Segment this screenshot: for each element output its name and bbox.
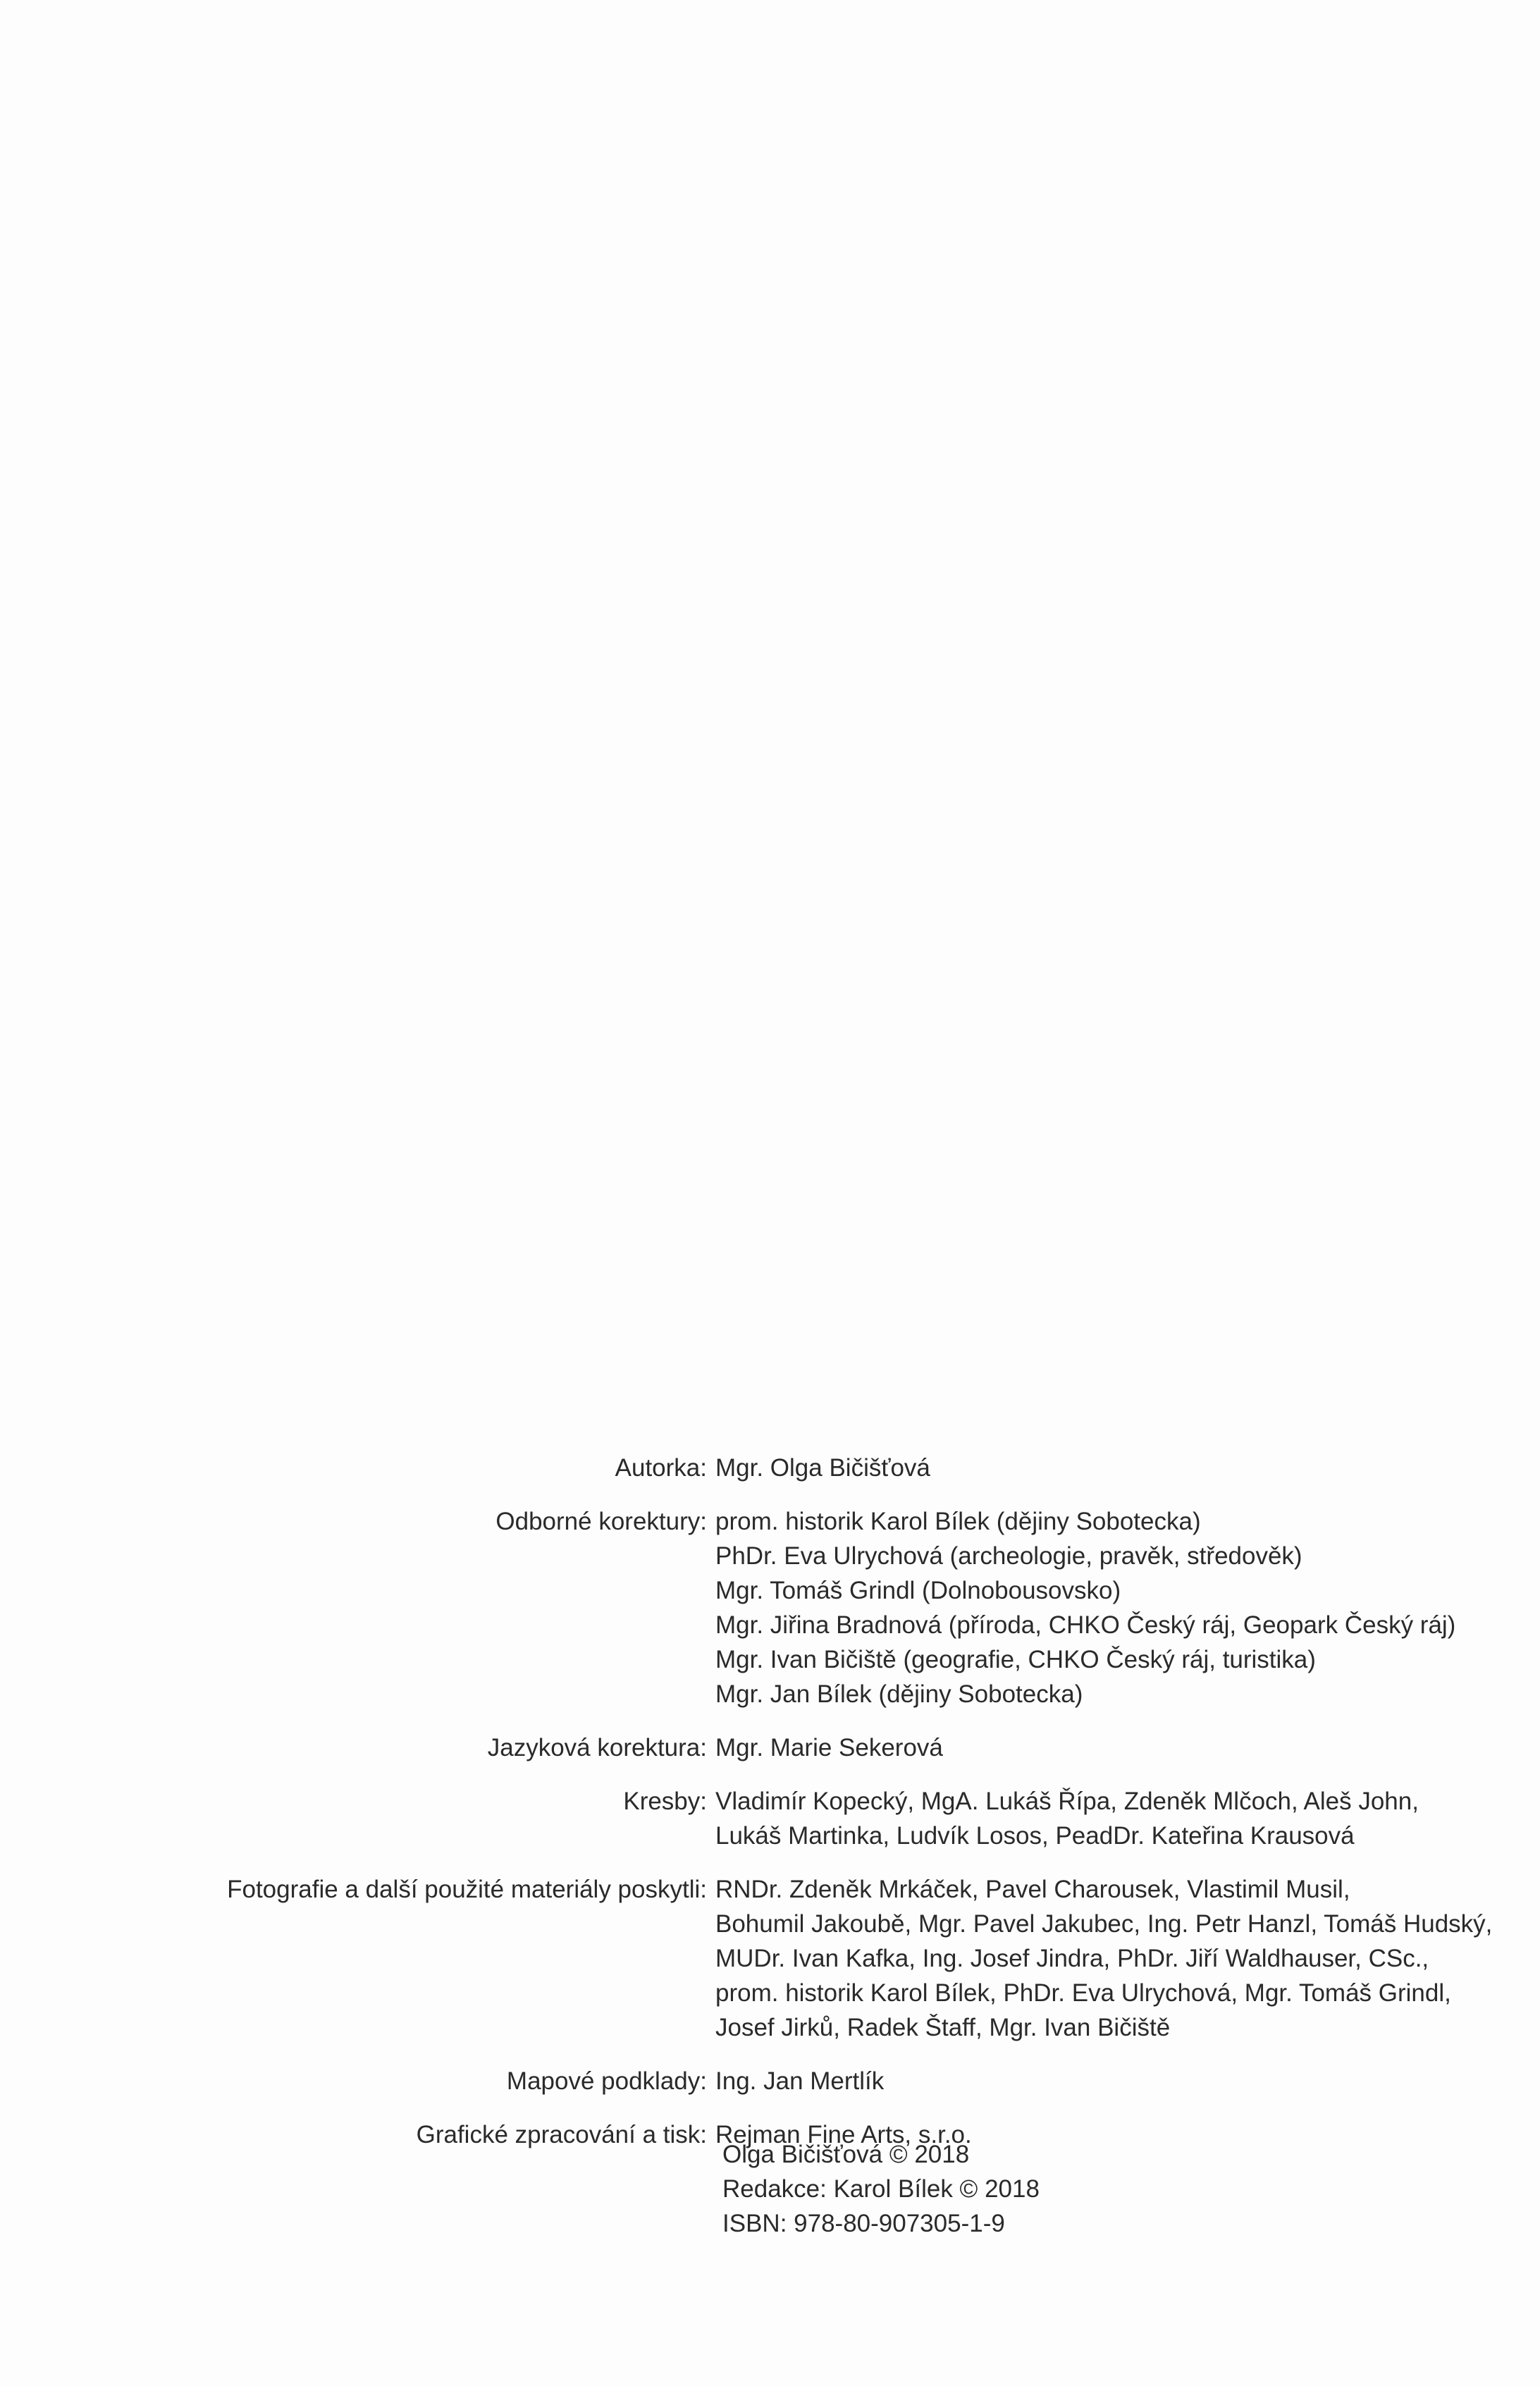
- credit-value: [715, 1504, 1512, 1711]
- credit-label: Odborné korektury:: [495, 1508, 707, 1535]
- credit-row-maps: [0, 2064, 1540, 2098]
- credit-line: Mgr. Jiřina Bradnová (příroda, CHKO Český ráj, Geopark Český ráj): [715, 1611, 1456, 1639]
- credit-line: RNDr. Zdeněk Mrkáček, Pavel Charousek, Vlastimil Musil,: [715, 1876, 1350, 1903]
- credit-line: Mgr. Jan Bílek (dějiny Sobotecka): [715, 1680, 1083, 1708]
- credit-value: [715, 1784, 1512, 1853]
- isbn: ISBN: 978-80-907305-1-9: [722, 2210, 1005, 2237]
- credit-value: [715, 1451, 1512, 1485]
- credit-line: Josef Jirků, Radek Štaff, Mgr. Ivan Bičiště: [715, 2014, 1171, 2041]
- credit-row-drawings: [0, 1784, 1540, 1853]
- credit-line: PhDr. Eva Ulrychová (archeologie, pravěk, středověk): [715, 1542, 1302, 1570]
- credit-line: Ing. Jan Mertlík: [715, 2067, 885, 2095]
- credit-label: Kresby:: [623, 1788, 707, 1815]
- credit-row-photos: [0, 1872, 1540, 2045]
- credit-row-author: [0, 1451, 1540, 1485]
- credit-line: Lukáš Martinka, Ludvík Losos, PeadDr. Kateřina Krausová: [715, 1822, 1355, 1850]
- credit-line: Vladimír Kopecký, MgA. Lukáš Řípa, Zdeněk Mlčoch, Aleš John,: [715, 1788, 1419, 1815]
- copyright-editor: Redakce: Karol Bílek © 2018: [722, 2175, 1040, 2203]
- credit-line: Bohumil Jakoubě, Mgr. Pavel Jakubec, Ing. Petr Hanzl, Tomáš Hudský,: [715, 1910, 1493, 1938]
- credit-row-language-review: [0, 1730, 1540, 1765]
- copyright-block: [722, 2137, 1040, 2241]
- credit-label: Fotografie a další použité materiály poskytli:: [227, 1876, 707, 1903]
- credit-line: Mgr. Olga Bičišťová: [715, 1454, 930, 1482]
- credit-value: [715, 1730, 1512, 1765]
- credit-label: Mapové podklady:: [506, 2067, 707, 2095]
- credit-line: MUDr. Ivan Kafka, Ing. Josef Jindra, PhDr. Jiří Waldhauser, CSc.,: [715, 1945, 1429, 1972]
- credits-block: [0, 1451, 1540, 2171]
- credit-line: prom. historik Karol Bílek (dějiny Sobotecka): [715, 1508, 1201, 1535]
- credit-line: Rejman Fine Arts, s.r.o.: [715, 2121, 972, 2148]
- credit-line: Mgr. Ivan Bičiště (geografie, CHKO Český ráj, turistika): [715, 1646, 1316, 1673]
- credit-line: Mgr. Tomáš Grindl (Dolnobousovsko): [715, 1577, 1121, 1604]
- credit-value: [715, 2064, 1512, 2098]
- credit-label: Autorka:: [615, 1454, 707, 1482]
- credit-line: prom. historik Karol Bílek, PhDr. Eva Ulrychová, Mgr. Tomáš Grindl,: [715, 1979, 1451, 2007]
- credit-value: [715, 1872, 1512, 2045]
- credit-line: Mgr. Marie Sekerová: [715, 1734, 943, 1761]
- credit-row-expert-review: [0, 1504, 1540, 1711]
- credit-label: Grafické zpracování a tisk:: [416, 2121, 707, 2148]
- credit-label: Jazyková korektura:: [487, 1734, 707, 1761]
- copyright-author: Olga Bičišťová © 2018: [722, 2141, 970, 2168]
